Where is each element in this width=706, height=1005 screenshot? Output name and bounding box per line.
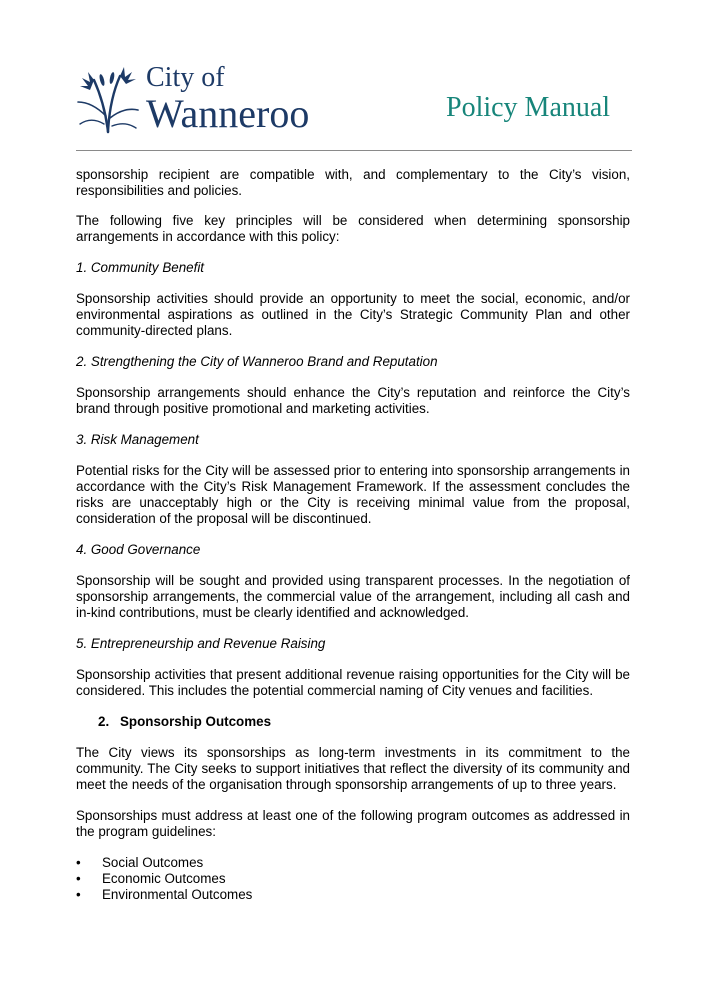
paragraph: Sponsorship activities should provide an opportunity to meet the social, economic, and/or environmental aspirations as outlined in the City’s Strategic Community Plan and other community-directed plans. [76,291,630,338]
section-number: 2. [98,714,110,729]
list-item: • Economic Outcomes [76,871,630,887]
header-divider [76,150,632,151]
wanneroo-logo-emblem-icon [76,66,140,134]
document-body [76,167,630,903]
logo-text-city-of: City of [146,62,225,93]
outcomes-list [76,855,630,903]
paragraph: The City views its sponsorships as long-term investments in its commitment to the community. The City seeks to support initiatives that reflect the diversity of its community and meet the needs of the organisation through sponsorship arrangements of up to three years. [76,745,630,792]
paragraph: sponsorship recipient are compatible with, and complementary to the City’s vision, responsibilities and policies. [76,167,630,198]
principle-heading: 4. Good Governance [76,542,201,557]
paragraph: Potential risks for the City will be assessed prior to entering into sponsorship arrangements in accordance with the City’s Risk Management Framework. If the assessment concludes the risks are unacceptably high or the City is receiving minimal value from the proposal, consideration of the proposal will be discontinued. [76,463,630,526]
paragraph: Sponsorship activities that present additional revenue raising opportunities for the City will be considered. This includes the potential commercial naming of City venues and facilities. [76,667,630,698]
logo-text-wanneroo: Wanneroo [146,91,310,136]
paragraph: The following five key principles will be considered when determining sponsorship arrangements in accordance with this policy: [76,213,630,244]
list-item: • Social Outcomes [76,855,630,871]
paragraph: Sponsorship will be sought and provided using transparent processes. In the negotiation of sponsorship arrangements, the commercial value of the arrangement, including all cash and in-kind contributions, must be clearly identified and acknowledged. [76,573,630,620]
list-item: • Environmental Outcomes [76,887,630,903]
principle-heading: 3. Risk Management [76,432,199,447]
paragraph: Sponsorship arrangements should enhance the City’s reputation and reinforce the City’s brand through positive promotional and marketing activities. [76,385,630,416]
section-title: Sponsorship Outcomes [120,714,272,729]
section-heading [98,714,630,730]
city-of-wanneroo-logo [76,60,326,140]
paragraph: Sponsorships must address at least one of the following program outcomes as addressed in the program guidelines: [76,808,630,839]
policy-manual-title: Policy Manual [446,92,611,123]
principle-heading: 2. Strengthening the City of Wanneroo Brand and Reputation [76,354,438,369]
principle-heading: 1. Community Benefit [76,260,205,275]
principle-heading: 5. Entrepreneurship and Revenue Raising [76,636,326,651]
